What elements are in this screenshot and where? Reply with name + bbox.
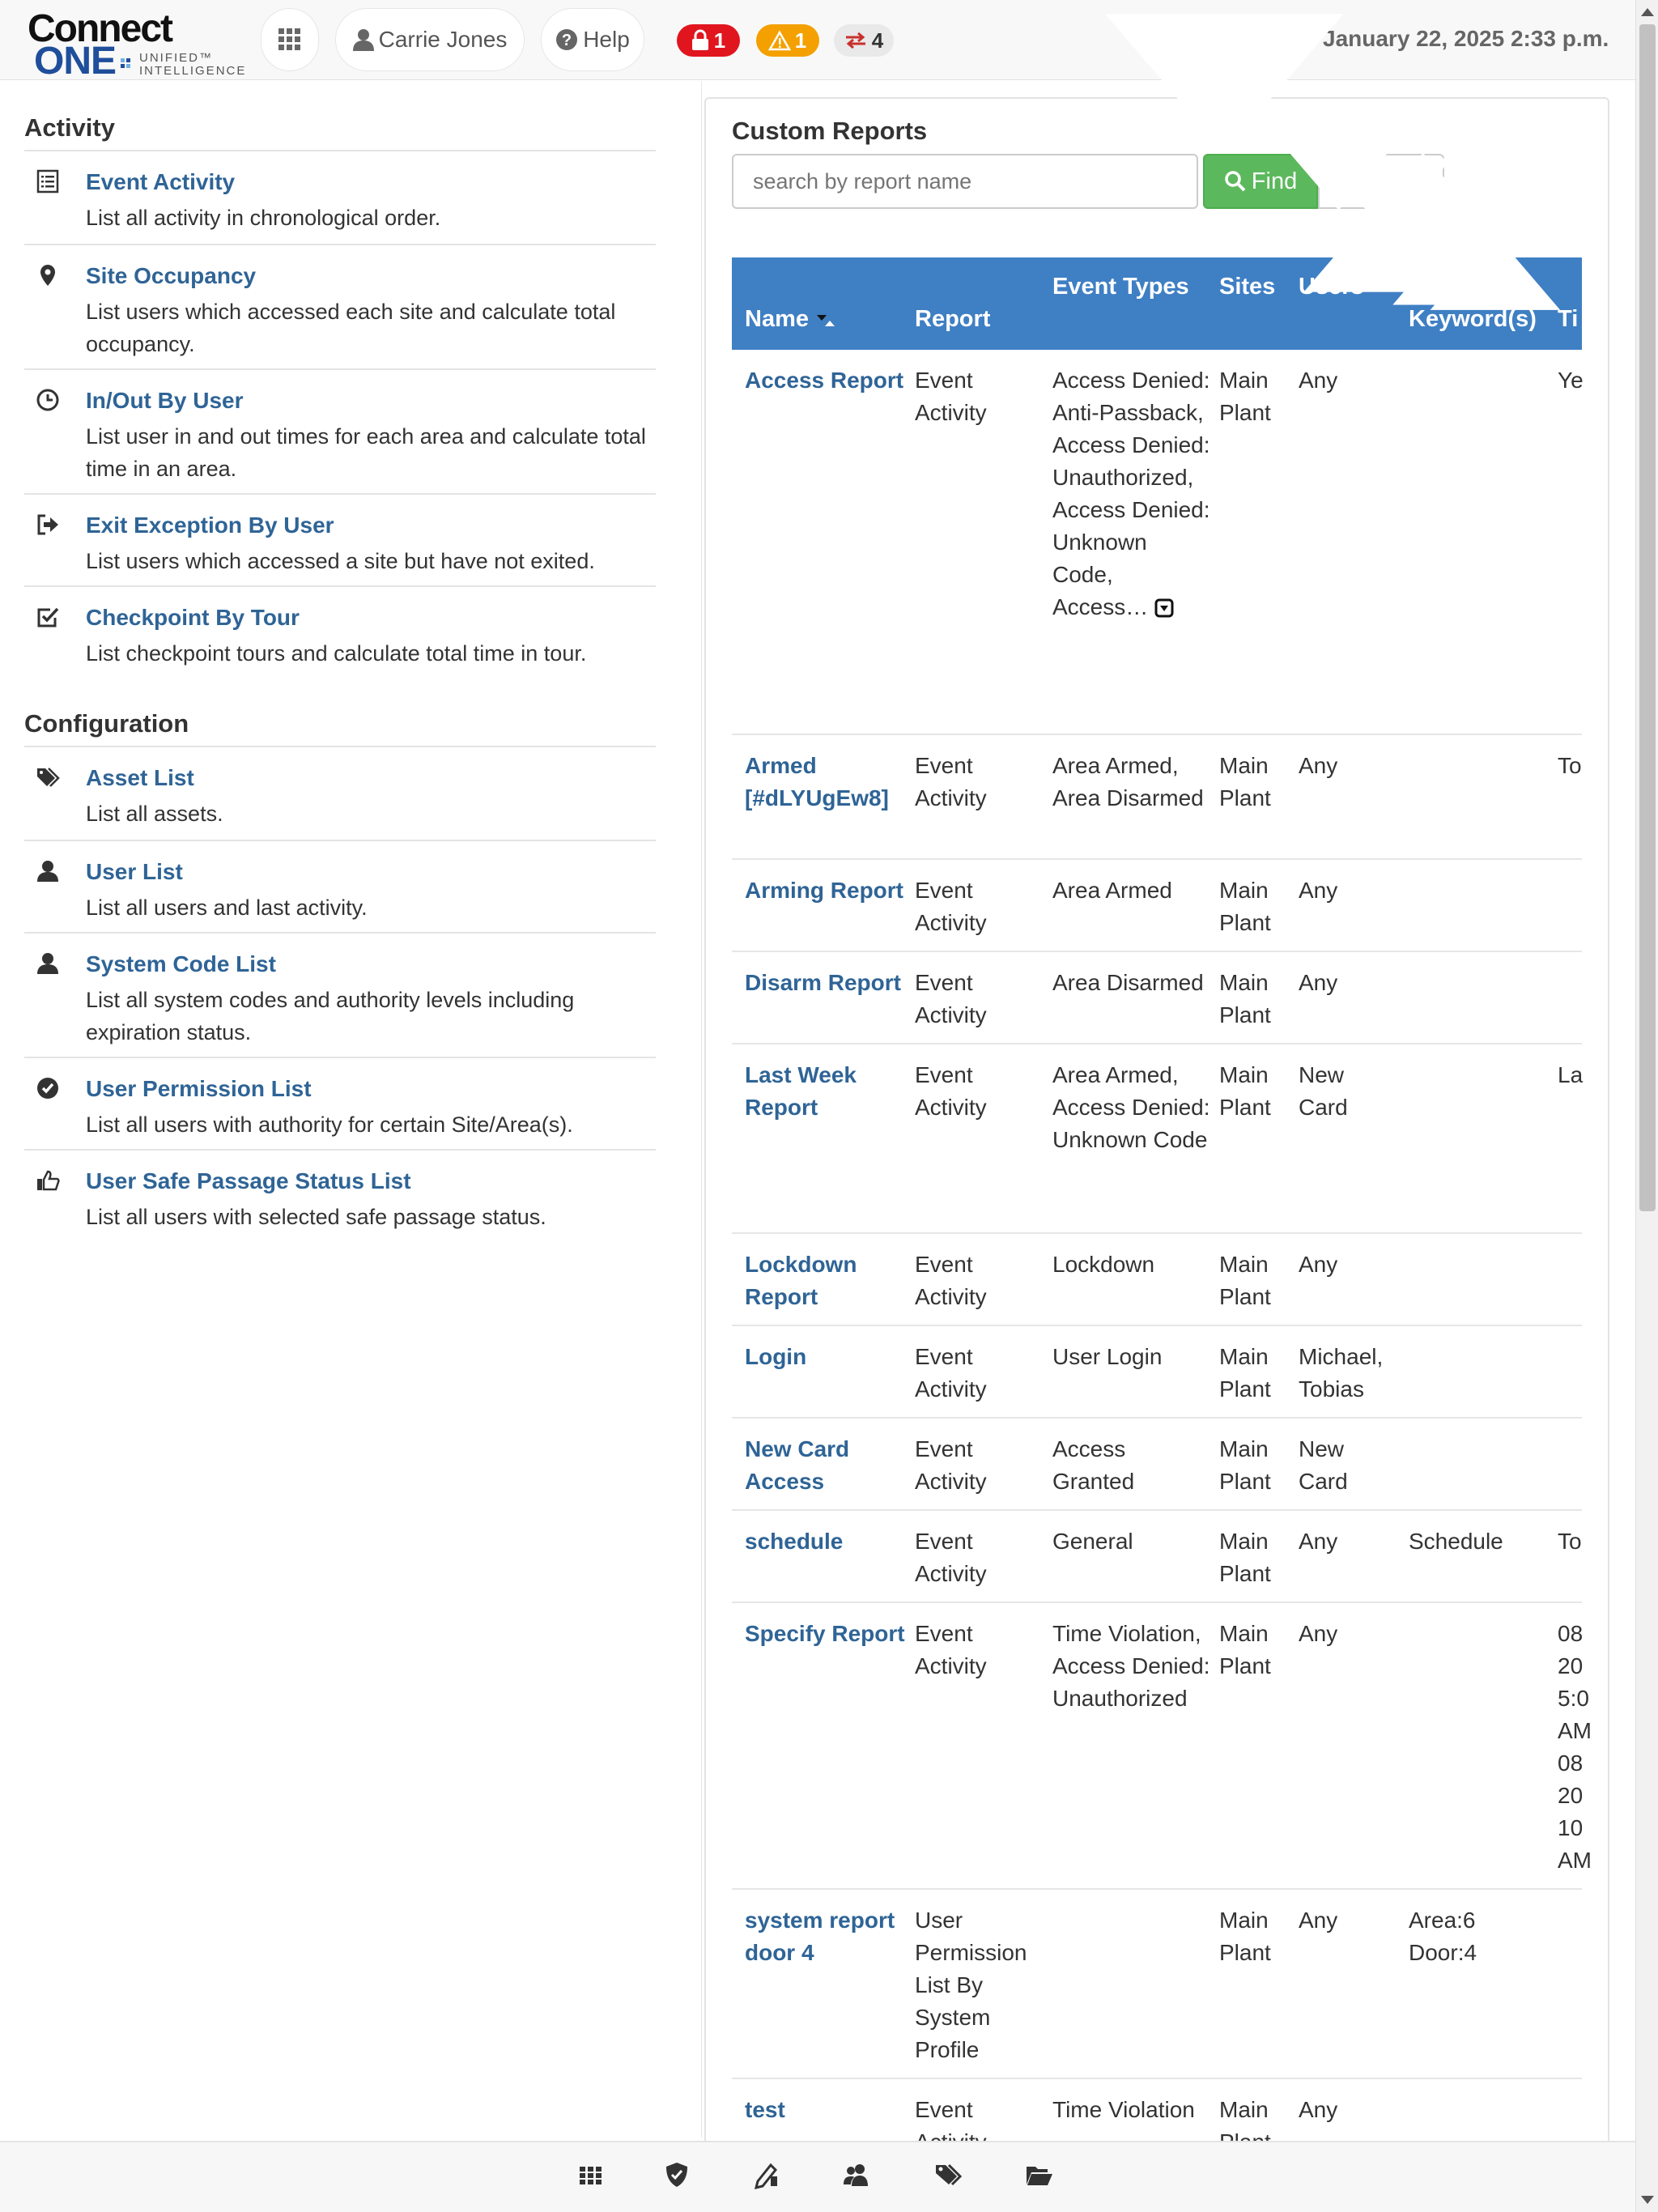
report-site-occupancy[interactable] — [24, 244, 656, 368]
keywords-cell: Area:6 Door:4 — [1409, 1908, 1477, 1965]
report-description: List users which accessed a site but have not exited. — [86, 549, 595, 573]
users-cell: Any — [1299, 1529, 1338, 1554]
column-header-report: Report — [915, 306, 991, 332]
users-icon[interactable] — [842, 2160, 874, 2193]
sites-cell: Main Plant — [1219, 1529, 1271, 1586]
report-type-cell: Event Activity — [915, 1436, 987, 1494]
report-checkpoint-by-tour[interactable] — [24, 585, 656, 678]
find-label: Find — [1251, 168, 1298, 194]
table-row[interactable] — [732, 735, 1582, 860]
report-type-cell: Event Activity — [915, 1252, 987, 1309]
users-cell: Any — [1299, 753, 1338, 778]
report-asset-list[interactable] — [24, 746, 656, 840]
report-description: List all users with selected safe passage status. — [86, 1205, 546, 1229]
exchange-icon — [844, 32, 867, 49]
users-cell: Any — [1299, 2097, 1338, 2122]
warning-icon — [769, 31, 790, 50]
report-event-activity[interactable] — [24, 150, 656, 244]
table-row[interactable] — [732, 1603, 1592, 1890]
table-header — [732, 257, 1582, 350]
event-types-cell: Area Disarmed — [1052, 970, 1204, 995]
event-types-cell: Time Violation, Access Denied: Unauthorized — [1052, 1621, 1210, 1711]
sites-cell: Main Plant — [1219, 753, 1271, 810]
table-row[interactable] — [732, 1326, 1582, 1419]
sites-cell: Main Plant — [1219, 970, 1271, 1027]
report-link-title[interactable]: Site Occupancy — [86, 263, 257, 288]
help-label: Help — [583, 27, 630, 52]
users-cell: Any — [1299, 1621, 1338, 1646]
report-description: List checkpoint tours and calculate total time in tour. — [86, 641, 587, 666]
sites-cell: Main Plant — [1219, 1344, 1271, 1402]
users-cell: Michael, Tobias — [1299, 1344, 1384, 1402]
transfer-count: 4 — [871, 28, 884, 53]
report-type-cell: Event Activity — [915, 970, 987, 1027]
check-circle-icon — [36, 1076, 63, 1104]
sites-cell: Main Plant — [1219, 1062, 1271, 1120]
report-name-link[interactable]: Last Week Report — [745, 1062, 857, 1120]
transfer-badge[interactable] — [834, 24, 894, 57]
sites-cell: Main Plant — [1219, 1621, 1271, 1678]
table-row[interactable] — [732, 860, 1582, 952]
report-link-title[interactable]: User List — [86, 859, 183, 884]
report-name-link[interactable]: Access Report — [745, 368, 904, 393]
report-name-link[interactable]: test — [745, 2097, 785, 2122]
column-header-time: Ti — [1558, 306, 1579, 332]
svg-text:?: ? — [562, 32, 572, 49]
page-scrollbar[interactable] — [1635, 0, 1658, 2212]
exit-icon — [36, 513, 63, 540]
time-cell: Ye — [1558, 368, 1584, 393]
sites-cell: Main — [1219, 2097, 1269, 2122]
users-cell: Any — [1299, 970, 1338, 995]
table-row[interactable] — [732, 1234, 1582, 1326]
sites-cell: Main Plant — [1219, 368, 1271, 425]
scrollbar-thumb[interactable] — [1639, 24, 1656, 1211]
sites-cell: Main Plant — [1219, 1908, 1271, 1965]
help-button[interactable] — [541, 8, 644, 71]
report-link-title[interactable]: Checkpoint By Tour — [86, 605, 300, 630]
report-type-cell: Event Activity — [915, 1529, 987, 1586]
event-types-cell: Lockdown — [1052, 1252, 1155, 1277]
time-cell: La — [1558, 1062, 1584, 1087]
logo-dots — [121, 58, 132, 70]
report-description: List all assets. — [86, 802, 223, 826]
scroll-down-arrow-icon[interactable] — [1641, 2196, 1654, 2204]
event-types-cell: Area Armed, Area Disarmed — [1052, 753, 1204, 810]
tags-icon[interactable] — [934, 2160, 967, 2193]
users-cell: Any — [1299, 878, 1338, 903]
table-row[interactable] — [732, 1890, 1582, 2079]
report-type-cell: Event Activity — [915, 753, 987, 810]
report-description: List all system codes and authority levels including expiration status. — [86, 988, 575, 1044]
clock-icon — [36, 388, 63, 415]
report-type-cell: Event Activity — [915, 1062, 987, 1120]
pen-icon[interactable] — [751, 2160, 784, 2193]
locked-count: 1 — [713, 28, 726, 53]
report-exit-exception[interactable] — [24, 493, 656, 585]
report-link-title[interactable]: Asset List — [86, 765, 194, 790]
sort-desc-icon — [815, 312, 836, 328]
users-cell: New Card — [1299, 1062, 1348, 1120]
column-header-keywords: Keyword(s) — [1409, 306, 1537, 332]
report-type-cell: Event Activity — [915, 368, 987, 425]
event-types-cell: General — [1052, 1529, 1133, 1554]
report-type-cell: Event Activity — [915, 1621, 987, 1678]
users-cell: Any — [1299, 1908, 1338, 1933]
grid-icon — [278, 28, 301, 51]
report-user-list[interactable] — [24, 840, 656, 932]
user-name: Carrie Jones — [378, 27, 508, 52]
column-divider — [701, 81, 702, 2138]
custom-reports-title: Custom Reports — [732, 117, 928, 145]
configuration-section-title: Configuration — [24, 709, 189, 738]
column-header-name[interactable]: Name — [745, 303, 836, 335]
table-row[interactable] — [732, 1511, 1582, 1603]
report-name-link[interactable]: Arming Report — [745, 878, 903, 903]
column-header-users[interactable]: Users — [1299, 274, 1364, 300]
expand-icon[interactable] — [1154, 598, 1174, 618]
report-system-code-list[interactable] — [24, 932, 656, 1057]
report-link-title[interactable]: Exit Exception By User — [86, 513, 334, 538]
custom-reports-table — [732, 257, 1592, 2172]
event-types-cell: Access Denied: Anti-Passback, Access Denied: Unauthorized, Access Denied: Unknown Code, Access… — [1052, 368, 1210, 619]
apps-menu-button[interactable] — [261, 8, 319, 71]
report-name-link[interactable]: Specify Report — [745, 1621, 905, 1646]
users-cell: New Card — [1299, 1436, 1348, 1494]
report-description: List all activity in chronological order. — [86, 206, 441, 230]
tags-icon — [36, 765, 63, 793]
report-link-title[interactable]: System Code List — [86, 951, 276, 976]
users-cell: Any — [1299, 368, 1338, 393]
report-description: List all users with authority for certain Site/Area(s). — [86, 1112, 573, 1137]
bottom-toolbar — [0, 2141, 1635, 2212]
report-type-cell: Event Activity — [915, 1344, 987, 1402]
event-types-cell: Area Armed — [1052, 878, 1172, 903]
report-type-cell: Event — [915, 2097, 973, 2122]
user-icon — [353, 28, 374, 51]
warning-badge[interactable] — [756, 24, 819, 57]
apps-icon[interactable] — [576, 2160, 609, 2193]
locked-alarm-badge[interactable] — [677, 24, 740, 57]
report-name-link[interactable]: Armed [#dLYUgEw8] — [745, 753, 889, 810]
logo-text-connect: Connect — [28, 7, 172, 50]
question-circle-icon — [555, 28, 578, 51]
time-cell: 08 20 5:0 AM 08 20 10 AM — [1558, 1621, 1592, 1873]
sites-cell: Main Plant — [1219, 878, 1271, 935]
report-type-cell: Event Activity — [915, 878, 987, 935]
sites-cell: Main Plant — [1219, 1252, 1271, 1309]
report-in-out-by-user[interactable] — [24, 368, 656, 493]
user-menu-button[interactable] — [335, 8, 525, 71]
activity-section-title: Activity — [24, 113, 115, 142]
report-name-link[interactable]: Lockdown Report — [745, 1252, 857, 1309]
current-datetime: January 22, 2025 2:33 p.m. — [1323, 26, 1609, 51]
report-link-title[interactable]: User Safe Passage Status List — [86, 1168, 411, 1193]
lock-icon — [691, 30, 709, 51]
scroll-up-arrow-icon[interactable] — [1641, 8, 1654, 16]
checkbox-icon — [36, 605, 63, 632]
thumbs-up-icon — [36, 1168, 63, 1196]
logo-text-one: ONE — [34, 40, 117, 83]
report-name-link[interactable]: New Card Access — [745, 1436, 850, 1494]
shield-icon[interactable] — [662, 2160, 695, 2193]
map-marker-icon — [36, 263, 63, 291]
column-header-sites[interactable]: Sites — [1219, 274, 1276, 300]
report-link-title[interactable]: User Permission List — [86, 1076, 312, 1101]
report-link-title[interactable]: Event Activity — [86, 169, 236, 194]
folder-open-icon[interactable] — [1025, 2160, 1057, 2193]
sites-cell: Main Plant — [1219, 1436, 1271, 1494]
report-name-link[interactable]: schedule — [745, 1529, 844, 1554]
event-types-cell: Time Violation — [1052, 2097, 1195, 2122]
user-icon — [36, 859, 63, 887]
warning-count: 1 — [794, 28, 807, 53]
user-icon — [36, 951, 63, 979]
event-types-cell: User Login — [1052, 1344, 1163, 1369]
report-name-link[interactable]: system report door 4 — [745, 1908, 895, 1965]
connect-one-logo[interactable] — [28, 7, 247, 83]
table-row[interactable] — [732, 350, 1582, 735]
report-name-link[interactable]: Disarm Report — [745, 970, 901, 995]
report-safe-passage-status[interactable] — [24, 1149, 656, 1241]
time-cell: To — [1558, 1529, 1582, 1554]
table-row[interactable] — [732, 1044, 1582, 1234]
custom-reports-panel — [704, 97, 1609, 2170]
report-description: List all users and last activity. — [86, 895, 368, 920]
event-types-cell: Area Armed, Access Denied: Unknown Code — [1052, 1062, 1210, 1152]
report-user-permission-list[interactable] — [24, 1057, 656, 1149]
sort-icon — [1300, 115, 1582, 332]
report-description: List users which accessed each site and calculate total occupancy. — [86, 300, 616, 356]
report-type-cell: User Permission List By System Profile — [915, 1908, 1027, 2062]
logo-tagline: UNIFIED™ INTELLIGENCE — [139, 51, 247, 78]
report-description: List user in and out times for each area and calculate total time in an area. — [86, 424, 646, 481]
users-cell: Any — [1299, 1252, 1338, 1277]
table-row[interactable] — [732, 952, 1582, 1044]
event-types-cell: Access Granted — [1052, 1436, 1135, 1494]
report-name-link[interactable]: Login — [745, 1344, 807, 1369]
report-link-title[interactable]: In/Out By User — [86, 388, 244, 413]
list-icon — [36, 169, 63, 197]
keywords-cell: Schedule — [1409, 1529, 1503, 1554]
time-cell: To — [1558, 753, 1582, 778]
table-row[interactable] — [732, 1419, 1582, 1511]
column-header-event-types[interactable]: Event Types — [1052, 274, 1189, 300]
